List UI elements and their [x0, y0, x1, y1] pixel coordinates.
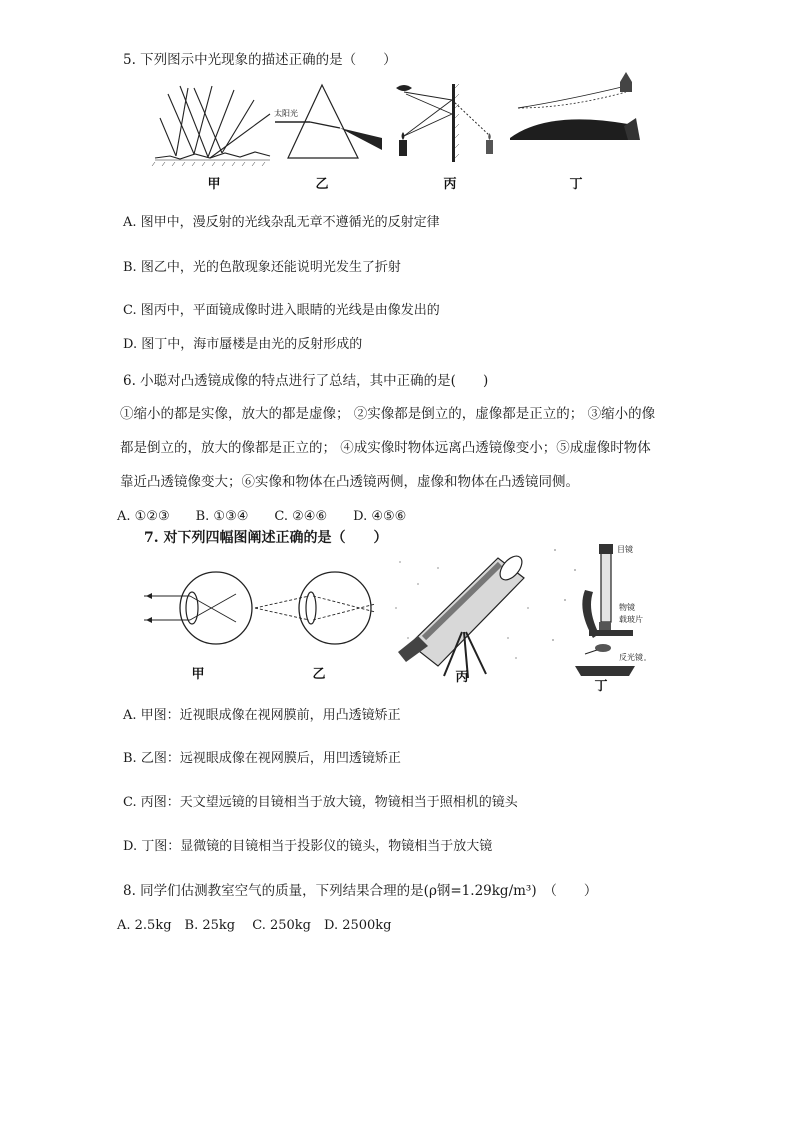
q6-options[interactable]: A. ①②③ B. ①③④ C. ②④⑥ D. ④⑤⑥ — [117, 509, 407, 524]
q6-stem: 6. 小聪对凸透镜成像的特点进行了总结，其中正确的是( ) — [123, 373, 489, 389]
q5-fig-label-bing: 丙 — [443, 177, 457, 192]
q6-statements: ①缩小的都是实像，放大的都是虚像； ②实像都是倒立的，虚像都是正立的； ③缩小的像都是倒立的，放大的像都是正立的； ④成实像时物体远离凸透镜像变小；⑤成虚像时物体靠近凸透镜像变大；⑥实像和物体在凸透镜两侧，虚像和物体在凸透镜同侧。 — [120, 406, 656, 490]
q7-label-slide: 载玻片 — [619, 615, 643, 624]
q7-figure-bing — [388, 548, 538, 688]
q7-fig-label-ding: 丁 — [594, 679, 608, 694]
q5-fig-label-ding: 丁 — [569, 177, 583, 192]
q5-option-b[interactable]: B. 图乙中，光的色散现象还能说明光发生了折射 — [123, 260, 401, 275]
q5-figure-ding — [508, 78, 648, 192]
q7-figure-jia — [140, 570, 260, 685]
q7-option-c[interactable]: C. 丙图：天文望远镜的目镜相当于放大镜，物镜相当于照相机的镜头 — [123, 795, 518, 810]
q7-figure-yi — [255, 570, 385, 685]
q8-options[interactable]: A. 2.5kg B. 25kg C. 250kg D. 2500kg — [117, 918, 392, 933]
q7-figure-ding — [545, 530, 660, 694]
q7-option-b[interactable]: B. 乙图：远视眼成像在视网膜后，用凹透镜矫正 — [123, 751, 401, 766]
q5-option-d[interactable]: D. 图丁中，海市蜃楼是由光的反射形成的 — [123, 337, 363, 352]
q5-figure-yi — [270, 80, 390, 192]
q5-figure-jia — [150, 80, 280, 192]
q7-stem: 7. 对下列四幅图阐述正确的是（ ） — [144, 530, 388, 546]
q5-figure-bing — [390, 80, 510, 192]
q5-prism-caption: 太阳光 — [274, 109, 298, 118]
q5-fig-label-yi: 乙 — [315, 177, 329, 192]
q7-label-mirror: 反光镜 — [619, 653, 643, 662]
q7-fig-label-yi: 乙 — [312, 667, 326, 682]
q7-label-objective: 物镜 — [619, 603, 635, 612]
q7-option-d[interactable]: D. 丁图：显微镜的目镜相当于投影仪的镜头，物镜相当于放大镜 — [123, 839, 493, 854]
q5-option-c[interactable]: C. 图丙中，平面镜成像时进入眼睛的光线是由像发出的 — [123, 303, 440, 318]
q5-option-a[interactable]: A. 图甲中，漫反射的光线杂乱无章不遵循光的反射定律 — [123, 215, 440, 230]
q7-fig-label-jia: 甲 — [191, 667, 205, 682]
q7-option-a[interactable]: A. 甲图：近视眼成像在视网膜前，用凸透镜矫正 — [123, 708, 401, 723]
q5-stem: 5. 下列图示中光现象的描述正确的是（ ） — [123, 52, 397, 68]
q7-label-eyepiece: 目镜 — [617, 545, 633, 554]
q8-stem: 8. 同学们估测教室空气的质量，下列结果合理的是(ρ钢=1.29kg/m³) （ ） — [123, 883, 598, 899]
q5-fig-label-jia: 甲 — [207, 177, 221, 192]
q7-fig-label-bing: 丙 — [455, 670, 469, 685]
